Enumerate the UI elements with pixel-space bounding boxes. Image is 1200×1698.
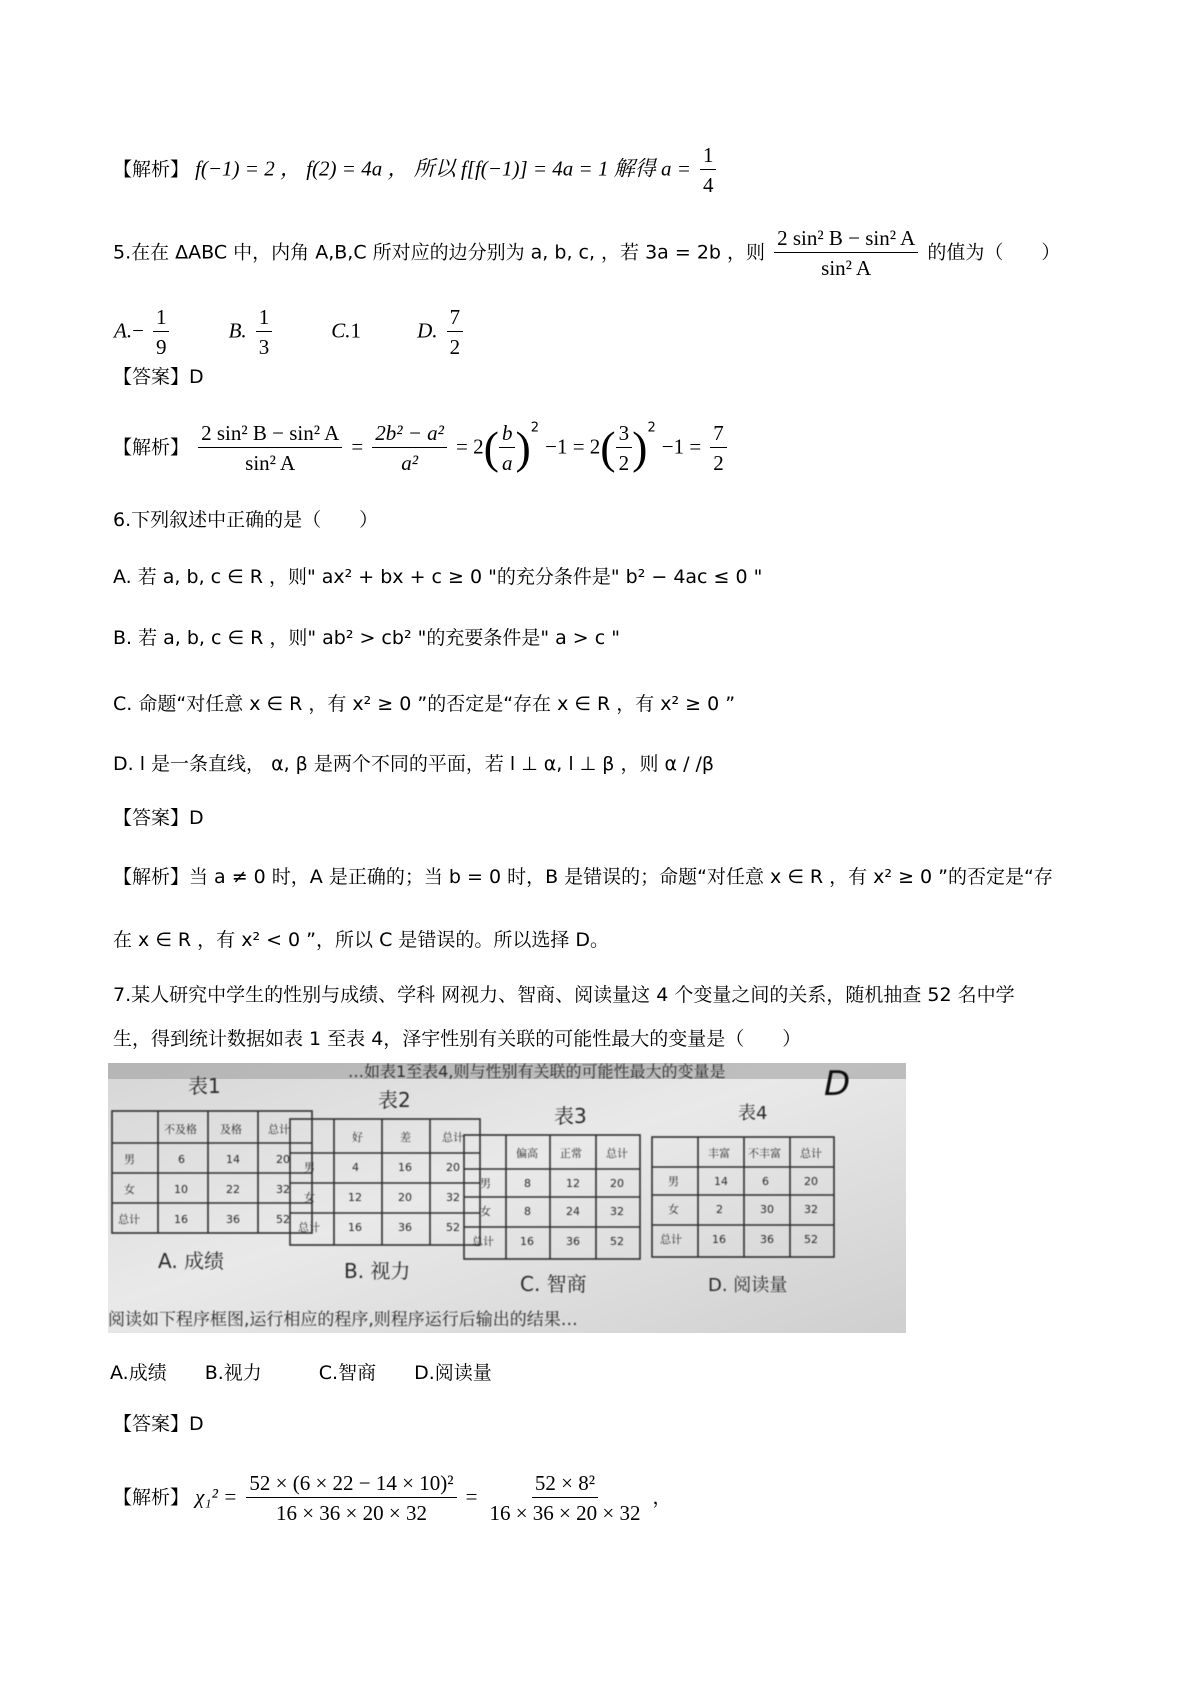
frac-num: 1 bbox=[700, 142, 717, 170]
t4-r3-c1: 16 bbox=[712, 1233, 726, 1246]
frac-den: 16 × 36 × 20 × 32 bbox=[489, 1501, 641, 1525]
frac-den: 3 bbox=[258, 335, 270, 359]
q7-analysis bbox=[113, 1470, 672, 1526]
t3-col2: 正常 bbox=[560, 1147, 582, 1160]
fraction-one-fourth bbox=[700, 142, 717, 198]
frac-num: 1 bbox=[153, 304, 170, 332]
t1-r1-c3: 20 bbox=[276, 1153, 290, 1166]
t4-r2-c0: 女 bbox=[668, 1203, 679, 1216]
t3-col1: 偏高 bbox=[516, 1147, 538, 1160]
q7-options: A.成绩 B.视力 C.智商 D.阅读量 bbox=[110, 1362, 492, 1384]
q6-analysis-line-1: 【解析】当 a ≠ 0 时，A 是正确的；当 b = 0 时，B 是错误的；命题“对任意 x ∈ R ，有 x² ≥ 0 ”的否定是“存 bbox=[113, 866, 1053, 888]
t1-r2-c0: 女 bbox=[124, 1183, 135, 1196]
photo-caption-a: A. 成绩 bbox=[158, 1249, 225, 1273]
q6-stem: 6.下列叙述中正确的是（ ） bbox=[113, 509, 379, 531]
q7-eq: = bbox=[465, 1484, 478, 1509]
q7-tail: ， bbox=[652, 1486, 672, 1509]
photo-caption-d: D. 阅读量 bbox=[708, 1275, 788, 1296]
t1-r1-c0: 男 bbox=[124, 1153, 135, 1166]
q7-stem-line-2: 生，得到统计数据如表 1 至表 4，泽宇性别有关联的可能性最大的变量是（ ） bbox=[113, 1028, 802, 1050]
q5-option-d-label: D. bbox=[417, 318, 438, 343]
q6-option-b: B. 若 a, b, c ∈ R ，则" ab² > cb² "的充要条件是" a > c " bbox=[113, 627, 620, 649]
t1-r1-c2: 14 bbox=[226, 1153, 240, 1166]
t1-r3-c3: 52 bbox=[276, 1213, 290, 1226]
analysis-tag: 【解析】 bbox=[113, 158, 190, 181]
t4-r2-c2: 30 bbox=[760, 1203, 774, 1216]
q7-analysis-frac-1 bbox=[246, 1470, 456, 1526]
t1-r1-c1: 6 bbox=[178, 1153, 185, 1166]
q5-option-a-sign: − bbox=[132, 318, 144, 343]
t3-r3-c0: 总计 bbox=[472, 1235, 494, 1248]
photo-caption-c: C. 智商 bbox=[520, 1272, 587, 1296]
frac-num: 52 × (6 × 22 − 14 × 10)² bbox=[246, 1470, 456, 1498]
t2-r1-c0: 男 bbox=[304, 1161, 315, 1174]
frac-num: 3 bbox=[616, 420, 633, 448]
q5-analysis-frac-3 bbox=[499, 420, 516, 476]
q5-option-c-value: 1 bbox=[350, 318, 362, 343]
photo-table-2-title: 表2 bbox=[378, 1088, 411, 1112]
frac-num: 2 sin² B − sin² A bbox=[198, 420, 342, 448]
photo-table-1-title: 表1 bbox=[188, 1074, 221, 1098]
q5-answer: 【答案】D bbox=[113, 366, 204, 388]
t2-r1-c2: 16 bbox=[398, 1161, 412, 1174]
q6-option-a: A. 若 a, b, c ∈ R ，则" ax² + bx + c ≥ 0 "的充分条件是" b² − 4ac ≤ 0 " bbox=[113, 566, 763, 588]
t1-col1: 不及格 bbox=[164, 1123, 197, 1136]
q5-analysis-eq4: −1 = 2 bbox=[545, 434, 601, 459]
t1-col3: 总计 bbox=[268, 1123, 290, 1136]
q5-options bbox=[114, 304, 466, 360]
q5-option-a-frac bbox=[153, 304, 170, 360]
frac-den: sin² A bbox=[245, 451, 296, 475]
q5-option-b-label: B. bbox=[228, 318, 247, 343]
t1-r2-c3: 32 bbox=[276, 1183, 290, 1196]
q7-stem-line-1: 7.某人研究中学生的性别与成绩、学科 网视力、智商、阅读量这 4 个变量之间的关系，随机抽查 52 名中学 bbox=[113, 984, 1015, 1006]
q4-analysis bbox=[113, 142, 719, 198]
t4-r1-c1: 14 bbox=[714, 1175, 728, 1188]
t1-r3-c1: 16 bbox=[174, 1213, 188, 1226]
q6-answer: 【答案】D bbox=[113, 807, 204, 829]
t4-r1-c0: 男 bbox=[668, 1175, 679, 1188]
q6-analysis-line-2: 在 x ∈ R ，有 x² < 0 ”，所以 C 是错误的。所以选择 D。 bbox=[113, 929, 610, 951]
frac-den: 2 bbox=[618, 451, 630, 475]
photo-top-text: …如表1至表4,则与性别有关联的可能性最大的变量是 bbox=[348, 1063, 726, 1081]
t3-r3-c1: 16 bbox=[520, 1235, 534, 1248]
t1-r3-c0: 总计 bbox=[118, 1213, 140, 1226]
t2-r2-c2: 20 bbox=[398, 1191, 412, 1204]
frac-num: 2 sin² B − sin² A bbox=[774, 225, 918, 253]
t4-r2-c3: 32 bbox=[804, 1203, 818, 1216]
t2-r3-c2: 36 bbox=[398, 1221, 412, 1234]
q5-analysis-eq5: −1 = bbox=[661, 434, 702, 459]
t2-col2: 差 bbox=[400, 1131, 411, 1144]
t2-col3: 总计 bbox=[442, 1131, 464, 1144]
q5-option-c-label: C. bbox=[331, 318, 351, 343]
q5-option-a-label: A. bbox=[114, 318, 133, 343]
t3-r1-c1: 8 bbox=[524, 1177, 531, 1190]
t4-col3: 总计 bbox=[800, 1147, 822, 1160]
t2-r1-c1: 4 bbox=[352, 1161, 359, 1174]
t1-r2-c2: 22 bbox=[226, 1183, 240, 1196]
t2-r3-c3: 52 bbox=[446, 1221, 460, 1234]
q6-option-d: D. l 是一条直线， α, β 是两个不同的平面，若 l ⊥ α, l ⊥ β ，则 α / /β bbox=[113, 753, 715, 775]
t1-r3-c2: 36 bbox=[226, 1213, 240, 1226]
t2-r2-c0: 女 bbox=[304, 1191, 315, 1204]
frac-den: 2 bbox=[449, 335, 461, 359]
analysis-tag: 【解析】 bbox=[113, 1486, 190, 1509]
photo-handwritten-mark: D bbox=[824, 1064, 851, 1104]
q5-stem-b: 的值为（ ） bbox=[927, 241, 1061, 264]
photo-bottom-text: 阅读如下程序框图,运行相应的程序,则程序运行后输出的结果… bbox=[108, 1310, 578, 1330]
q5-analysis-frac-1 bbox=[198, 420, 342, 476]
frac-num: 7 bbox=[710, 420, 727, 448]
q5-option-b-frac bbox=[256, 304, 273, 360]
t2-r2-c1: 12 bbox=[348, 1191, 362, 1204]
q5-stem-a: 5.在在 ΔABC 中，内角 A,B,C 所对应的边分别为 a, b, c, ，若 3a = 2b ，则 bbox=[113, 241, 766, 264]
t1-col2: 及格 bbox=[220, 1123, 242, 1136]
t3-r3-c2: 36 bbox=[566, 1235, 580, 1248]
q7-answer: 【答案】D bbox=[113, 1413, 204, 1435]
t2-r2-c3: 32 bbox=[446, 1191, 460, 1204]
t3-r2-c0: 女 bbox=[480, 1205, 491, 1218]
frac-den: 4 bbox=[702, 173, 714, 197]
frac-den: 9 bbox=[155, 335, 167, 359]
frac-num: 1 bbox=[256, 304, 273, 332]
frac-den: sin² A bbox=[821, 256, 872, 280]
q5-analysis-eq3: = 2 bbox=[456, 434, 484, 459]
frac-num: 2b² − a² bbox=[372, 420, 447, 448]
t3-col3: 总计 bbox=[606, 1147, 628, 1160]
frac-num: 7 bbox=[447, 304, 464, 332]
chi-label: χ₁² = bbox=[195, 1484, 238, 1509]
q5-analysis: 【解析】 $\frac{\text{2 sin² B − sin² A}}{\text{sin² A}}$ = $\frac{\text{2b² − a²}}{\text{a²}}$ = 2( $\frac{b}{a}$ )$^2$ −1 = 2( $\frac{3}{2}$ )$^2$ −1 = $\frac{7}{2}$ bbox=[113, 420, 730, 476]
t4-r2-c1: 2 bbox=[716, 1203, 723, 1216]
q7-analysis-frac-2 bbox=[486, 1470, 643, 1526]
t4-r3-c0: 总计 bbox=[660, 1233, 682, 1246]
analysis-tag: 【解析】 bbox=[113, 436, 190, 459]
photo-table-4-title: 表4 bbox=[738, 1103, 768, 1124]
q5-analysis-frac-2 bbox=[372, 420, 447, 476]
frac-den: a² bbox=[401, 451, 418, 475]
q5-stem-fraction bbox=[774, 225, 918, 281]
t2-r3-c1: 16 bbox=[348, 1221, 362, 1234]
t4-r1-c2: 6 bbox=[762, 1175, 769, 1188]
q5-option-d-frac bbox=[447, 304, 464, 360]
frac-den: a bbox=[501, 451, 513, 475]
t4-col2: 不丰富 bbox=[748, 1147, 781, 1160]
t4-r3-c3: 52 bbox=[804, 1233, 818, 1246]
q5-stem bbox=[113, 225, 1060, 281]
frac-num: b bbox=[499, 420, 516, 448]
t2-r1-c3: 20 bbox=[446, 1161, 460, 1174]
t3-r2-c1: 8 bbox=[524, 1205, 531, 1218]
photo-table-3-title: 表3 bbox=[554, 1104, 587, 1128]
q5-analysis-frac-5 bbox=[710, 420, 727, 476]
t4-col1: 丰富 bbox=[708, 1147, 730, 1160]
scanned-tables-photo bbox=[108, 1063, 906, 1333]
photo-caption-b: B. 视力 bbox=[344, 1259, 411, 1283]
analysis-text: f(−1) = 2 ， f(2) = 4a ， 所以 f[f(−1)] = 4a = 1 解得 a = bbox=[195, 156, 691, 181]
t3-r3-c3: 52 bbox=[610, 1235, 624, 1248]
t3-r1-c2: 12 bbox=[566, 1177, 580, 1190]
t1-r2-c1: 10 bbox=[174, 1183, 188, 1196]
t3-r2-c2: 24 bbox=[566, 1205, 580, 1218]
t3-r1-c0: 男 bbox=[480, 1177, 491, 1190]
q5-analysis-frac-4 bbox=[616, 420, 633, 476]
t4-r3-c2: 36 bbox=[760, 1233, 774, 1246]
t4-r1-c3: 20 bbox=[804, 1175, 818, 1188]
t2-col1: 好 bbox=[352, 1131, 363, 1144]
t3-r2-c3: 32 bbox=[610, 1205, 624, 1218]
frac-den: 2 bbox=[713, 451, 724, 475]
t3-r1-c3: 20 bbox=[610, 1177, 624, 1190]
q6-option-c: C. 命题“对任意 x ∈ R ，有 x² ≥ 0 ”的否定是“存在 x ∈ R ，有 x² ≥ 0 ” bbox=[113, 693, 736, 715]
t2-r3-c0: 总计 bbox=[298, 1221, 320, 1234]
frac-num: 52 × 8² bbox=[532, 1470, 598, 1498]
frac-den: 16 × 36 × 20 × 32 bbox=[275, 1501, 427, 1525]
